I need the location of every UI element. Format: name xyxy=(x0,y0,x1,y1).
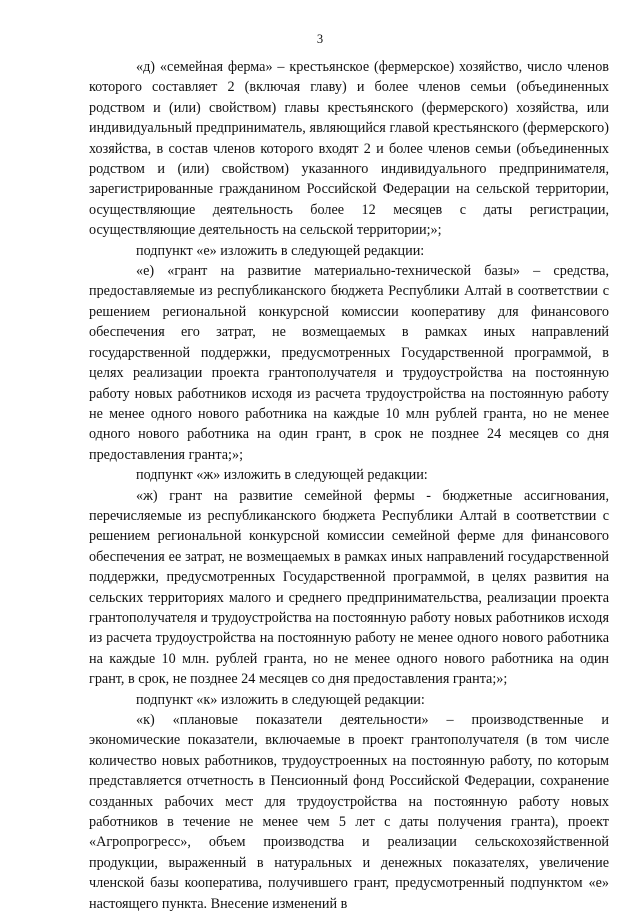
paragraph-instruction-zh: подпункт «ж» изложить в следующей редакции: xyxy=(136,467,428,484)
paragraph-subitem-e: «е) «грант на развитие материально-технической базы» – средства, предоставляемые из республиканского бюджета Республики Алтай в соответствии с решением региональной конкурсной комиссии кооперативу для финансового обеспечения его затрат, не возмещаемых в рамках иных направлений государственной поддержки, предусмотренных Государственной программой, в целях реализации проекта грантополучателя и трудоустройства на постоянную работу новых работников исходя из расчета трудоустройства на постоянную работу не менее одного нового работника на каждые 10 млн рублей гранта, но не менее одного нового работника на один грант, в срок не позднее 24 месяцев со дня предоставления гранта;»; xyxy=(89,263,609,463)
paragraph-instruction-k: подпункт «к» изложить в следующей редакции: xyxy=(136,691,425,708)
paragraph-subitem-d: «д) «семейная ферма» – крестьянское (фермерское) хозяйство, число членов которого составляет 2 (включая главу) и более членов семьи (объединенных родством и (или) свойством) главы крестьянского (фермерского) хозяйства, или индивидуальный предприниматель, являющийся главой крестьянского (фермерского) хозяйства, в состав членов которого входят 2 и более членов семьи (объединенных родством и (или) свойством) указанного индивидуального предпринимателя, зарегистрированные гражданином Российской Федерации на сельской территории, осуществляющие деятельность более 12 месяцев с даты регистрации, осуществляющие деятельность на сельской территории;»; xyxy=(89,59,609,239)
paragraph-subitem-k: «к) «плановые показатели деятельности» – производственные и экономические показатели, включаемые в проект грантополучателя (в том числе количество новых работников, трудоустроенных на постоянную работу, по которым представляется отчетность в Пенсионный фонд Российской Федерации, сохранение созданных рабочих мест для трудоустройства на постоянную работу новых работников в течение не менее чем 5 лет с даты получения гранта), проект «Агропрогресс», объем производства и реализации сельскохозяйственной продукции, выраженный в натуральных и денежных показателях, увеличение членской базы кооператива, получившего грант, предусмотренный подпунктом «е» настоящего пункта. Внесение изменений в xyxy=(89,712,609,912)
document-body xyxy=(89,57,609,914)
paragraph-instruction-e: подпункт «е» изложить в следующей редакции: xyxy=(136,242,425,259)
paragraph-subitem-zh: «ж) грант на развитие семейной фермы - бюджетные ассигнования, перечисляемые из республиканского бюджета Республики Алтай в соответствии с решением региональной конкурсной комиссии семейной ферме для финансового обеспечения ее затрат, не возмещаемых в рамках иных направлений государственной поддержки, предусмотренных Государственной программой, в целях развития на сельских территориях малого и среднего предпринимательства, реализации проекта грантополучателя и трудоустройства на постоянную работу новых работников исходя из расчета трудоустройства на постоянную работу не менее одного нового работника на каждые 10 млн. рублей гранта, но не менее одного нового работника на один грант, в срок, не позднее 24 месяцев со дня предоставления гранта;»; xyxy=(89,487,609,688)
page-number: 3 xyxy=(316,32,324,46)
